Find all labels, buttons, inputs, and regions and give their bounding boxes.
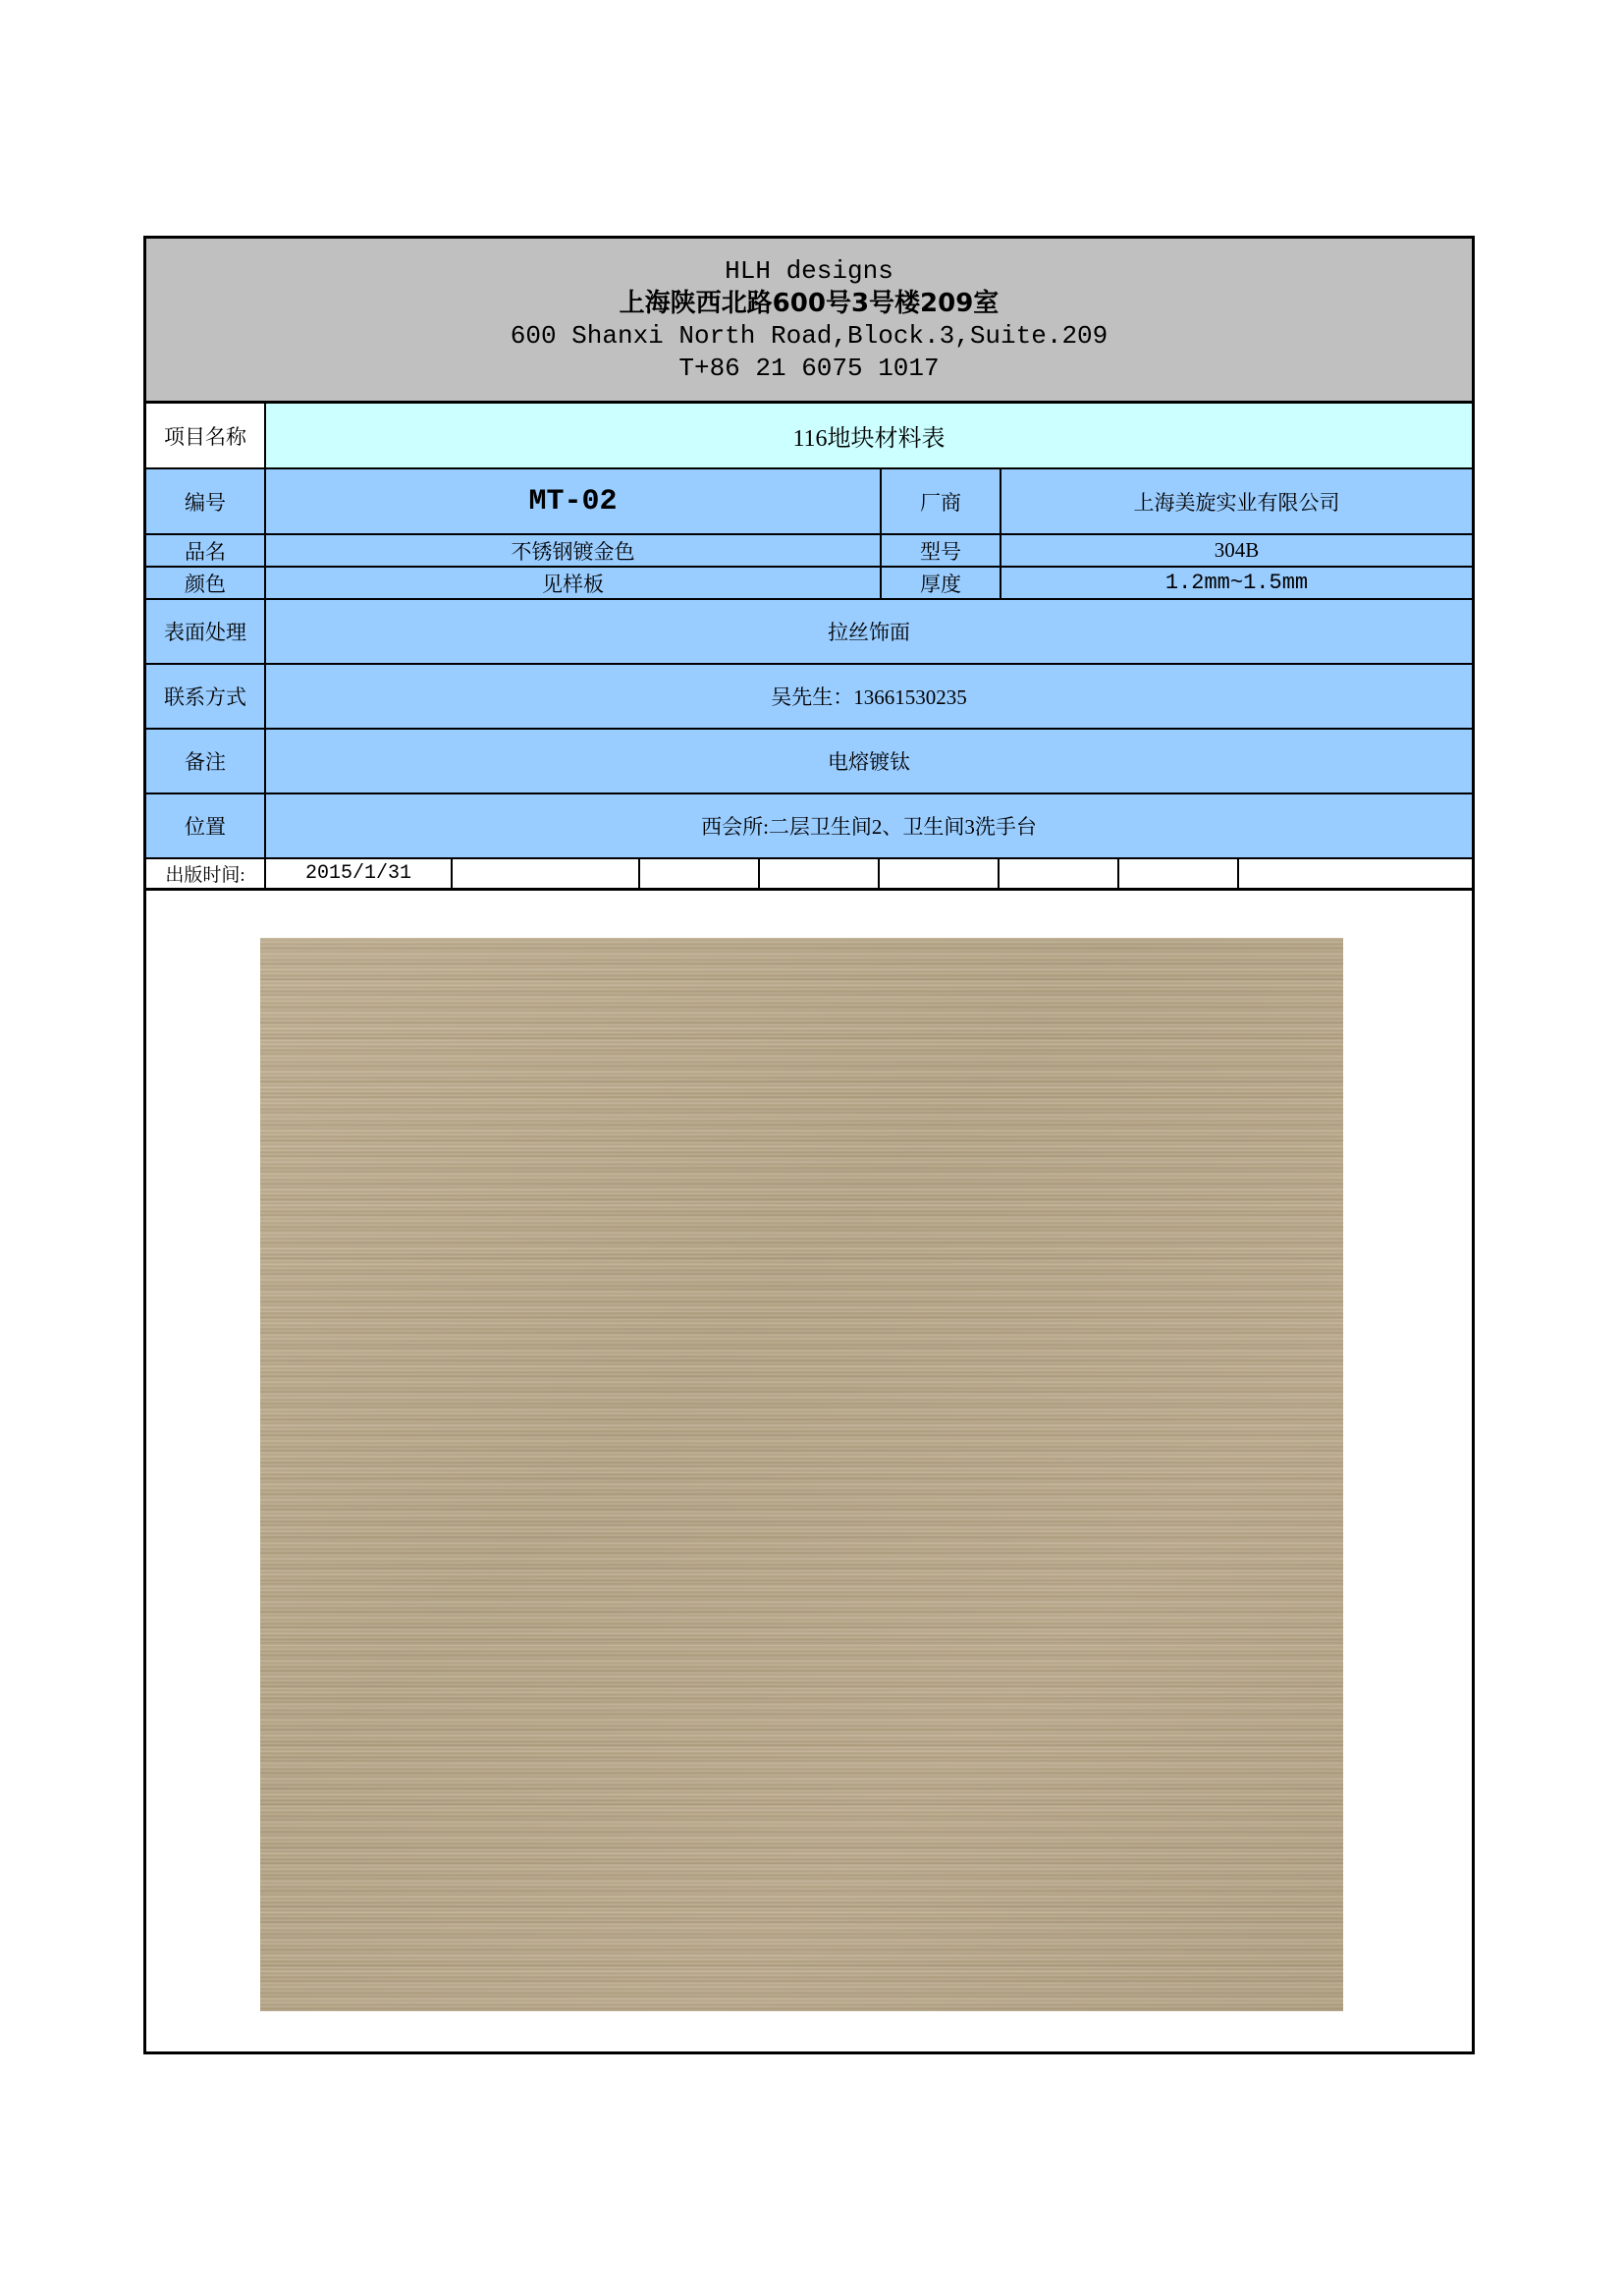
remark-label: 备注	[146, 730, 266, 793]
remark-value: 电熔镀钛	[266, 730, 1472, 793]
surface-value: 拉丝饰面	[266, 600, 1472, 663]
location-value: 西会所:二层卫生间2、卫生间3洗手台	[266, 794, 1472, 857]
location-label: 位置	[146, 794, 266, 857]
company-header	[146, 239, 1472, 404]
surface-label: 表面处理	[146, 600, 266, 663]
empty-cell	[640, 859, 760, 888]
code-label: 编号	[146, 469, 266, 533]
row-contact	[146, 665, 1472, 730]
empty-cell	[880, 859, 1000, 888]
thickness-value: 1.2mm~1.5mm	[1001, 568, 1472, 598]
company-name: HLH designs	[725, 255, 893, 286]
company-address-en: 600 Shanxi North Road,Block.3,Suite.209	[510, 320, 1109, 351]
contact-label: 联系方式	[146, 665, 266, 728]
row-color	[146, 568, 1472, 600]
material-sheet	[143, 236, 1475, 2054]
thickness-label: 厚度	[882, 568, 1001, 598]
empty-cell	[1119, 859, 1239, 888]
material-sample-image	[260, 938, 1343, 2011]
publish-value: 2015/1/31	[266, 859, 453, 888]
empty-cell	[760, 859, 880, 888]
code-value: MT-02	[266, 469, 882, 533]
color-label: 颜色	[146, 568, 266, 598]
vendor-label: 厂商	[882, 469, 1001, 533]
project-value: 116地块材料表	[266, 404, 1472, 467]
publish-label: 出版时间:	[146, 859, 266, 888]
vendor-value: 上海美旋实业有限公司	[1001, 469, 1472, 533]
row-code	[146, 469, 1472, 535]
row-surface	[146, 600, 1472, 665]
model-label: 型号	[882, 535, 1001, 566]
row-remark	[146, 730, 1472, 794]
contact-value: 吴先生：13661530235	[266, 665, 1472, 728]
row-product	[146, 535, 1472, 568]
row-publish-date	[146, 859, 1472, 891]
row-location	[146, 794, 1472, 859]
color-value: 见样板	[266, 568, 882, 598]
product-label: 品名	[146, 535, 266, 566]
empty-cell	[453, 859, 640, 888]
company-phone: T+86 21 6075 1017	[678, 353, 940, 383]
empty-cell	[1239, 859, 1472, 888]
empty-cell	[1000, 859, 1119, 888]
model-value: 304B	[1001, 535, 1472, 566]
product-value: 不锈钢镀金色	[266, 535, 882, 566]
row-project	[146, 404, 1472, 469]
project-label: 项目名称	[146, 404, 266, 467]
company-address-cn: 上海陕西北路600号3号楼209室	[619, 288, 1000, 318]
